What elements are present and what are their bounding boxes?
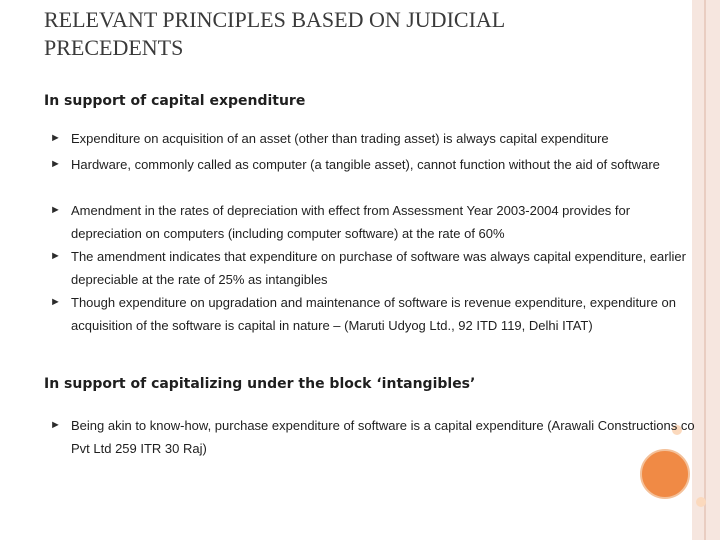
bullet-arrow-icon: ► xyxy=(50,158,61,170)
slide-title-line: PRECEDENTS xyxy=(44,35,184,60)
bullet-text: The amendment indicates that expenditure on purchase of software was always capital expenditure, earlier depreciable at the rate of 25% as intangibles xyxy=(71,249,686,287)
bullet-item xyxy=(50,153,700,176)
bullet-text: Expenditure on acquisition of an asset (other than trading asset) is always capital expenditure xyxy=(71,131,609,146)
bullet-text: Though expenditure on upgradation and maintenance of software is revenue expenditure, expenditure on acquisition of the software is capital in nature – (Maruti Udyog Ltd., 92 ITD 119, Delhi ITAT) xyxy=(71,295,676,333)
slide-title xyxy=(44,6,644,62)
bullet-arrow-icon: ► xyxy=(50,296,61,308)
bullet-arrow-icon: ► xyxy=(50,250,61,262)
section-heading-intangibles: In support of capitalizing under the block ‘intangibles’ xyxy=(44,376,476,392)
bullet-item xyxy=(50,127,700,150)
section-heading-capital-expenditure: In support of capital expenditure xyxy=(44,93,306,109)
frame-divider-line xyxy=(704,0,706,540)
bullet-arrow-icon: ► xyxy=(50,419,61,431)
bullet-item xyxy=(50,245,700,291)
slide-title-line: RELEVANT PRINCIPLES BASED ON JUDICIAL xyxy=(44,7,506,32)
bullet-text: Being akin to know-how, purchase expenditure of software is a capital expenditure (Arawali Constructions co Pvt Ltd 259 ITR 30 Raj) xyxy=(71,418,695,456)
bullet-item xyxy=(50,414,700,460)
bullet-arrow-icon: ► xyxy=(50,132,61,144)
bullet-arrow-icon: ► xyxy=(50,204,61,216)
bullet-text: Hardware, commonly called as computer (a tangible asset), cannot function without the aid of software xyxy=(71,157,660,172)
decorative-small-circle xyxy=(696,497,706,507)
bullet-text: Amendment in the rates of depreciation with effect from Assessment Year 2003-2004 provides for depreciation on computers (including computer software) at the rate of 60% xyxy=(71,203,631,241)
bullet-item xyxy=(50,199,700,245)
bullet-item xyxy=(50,291,700,337)
